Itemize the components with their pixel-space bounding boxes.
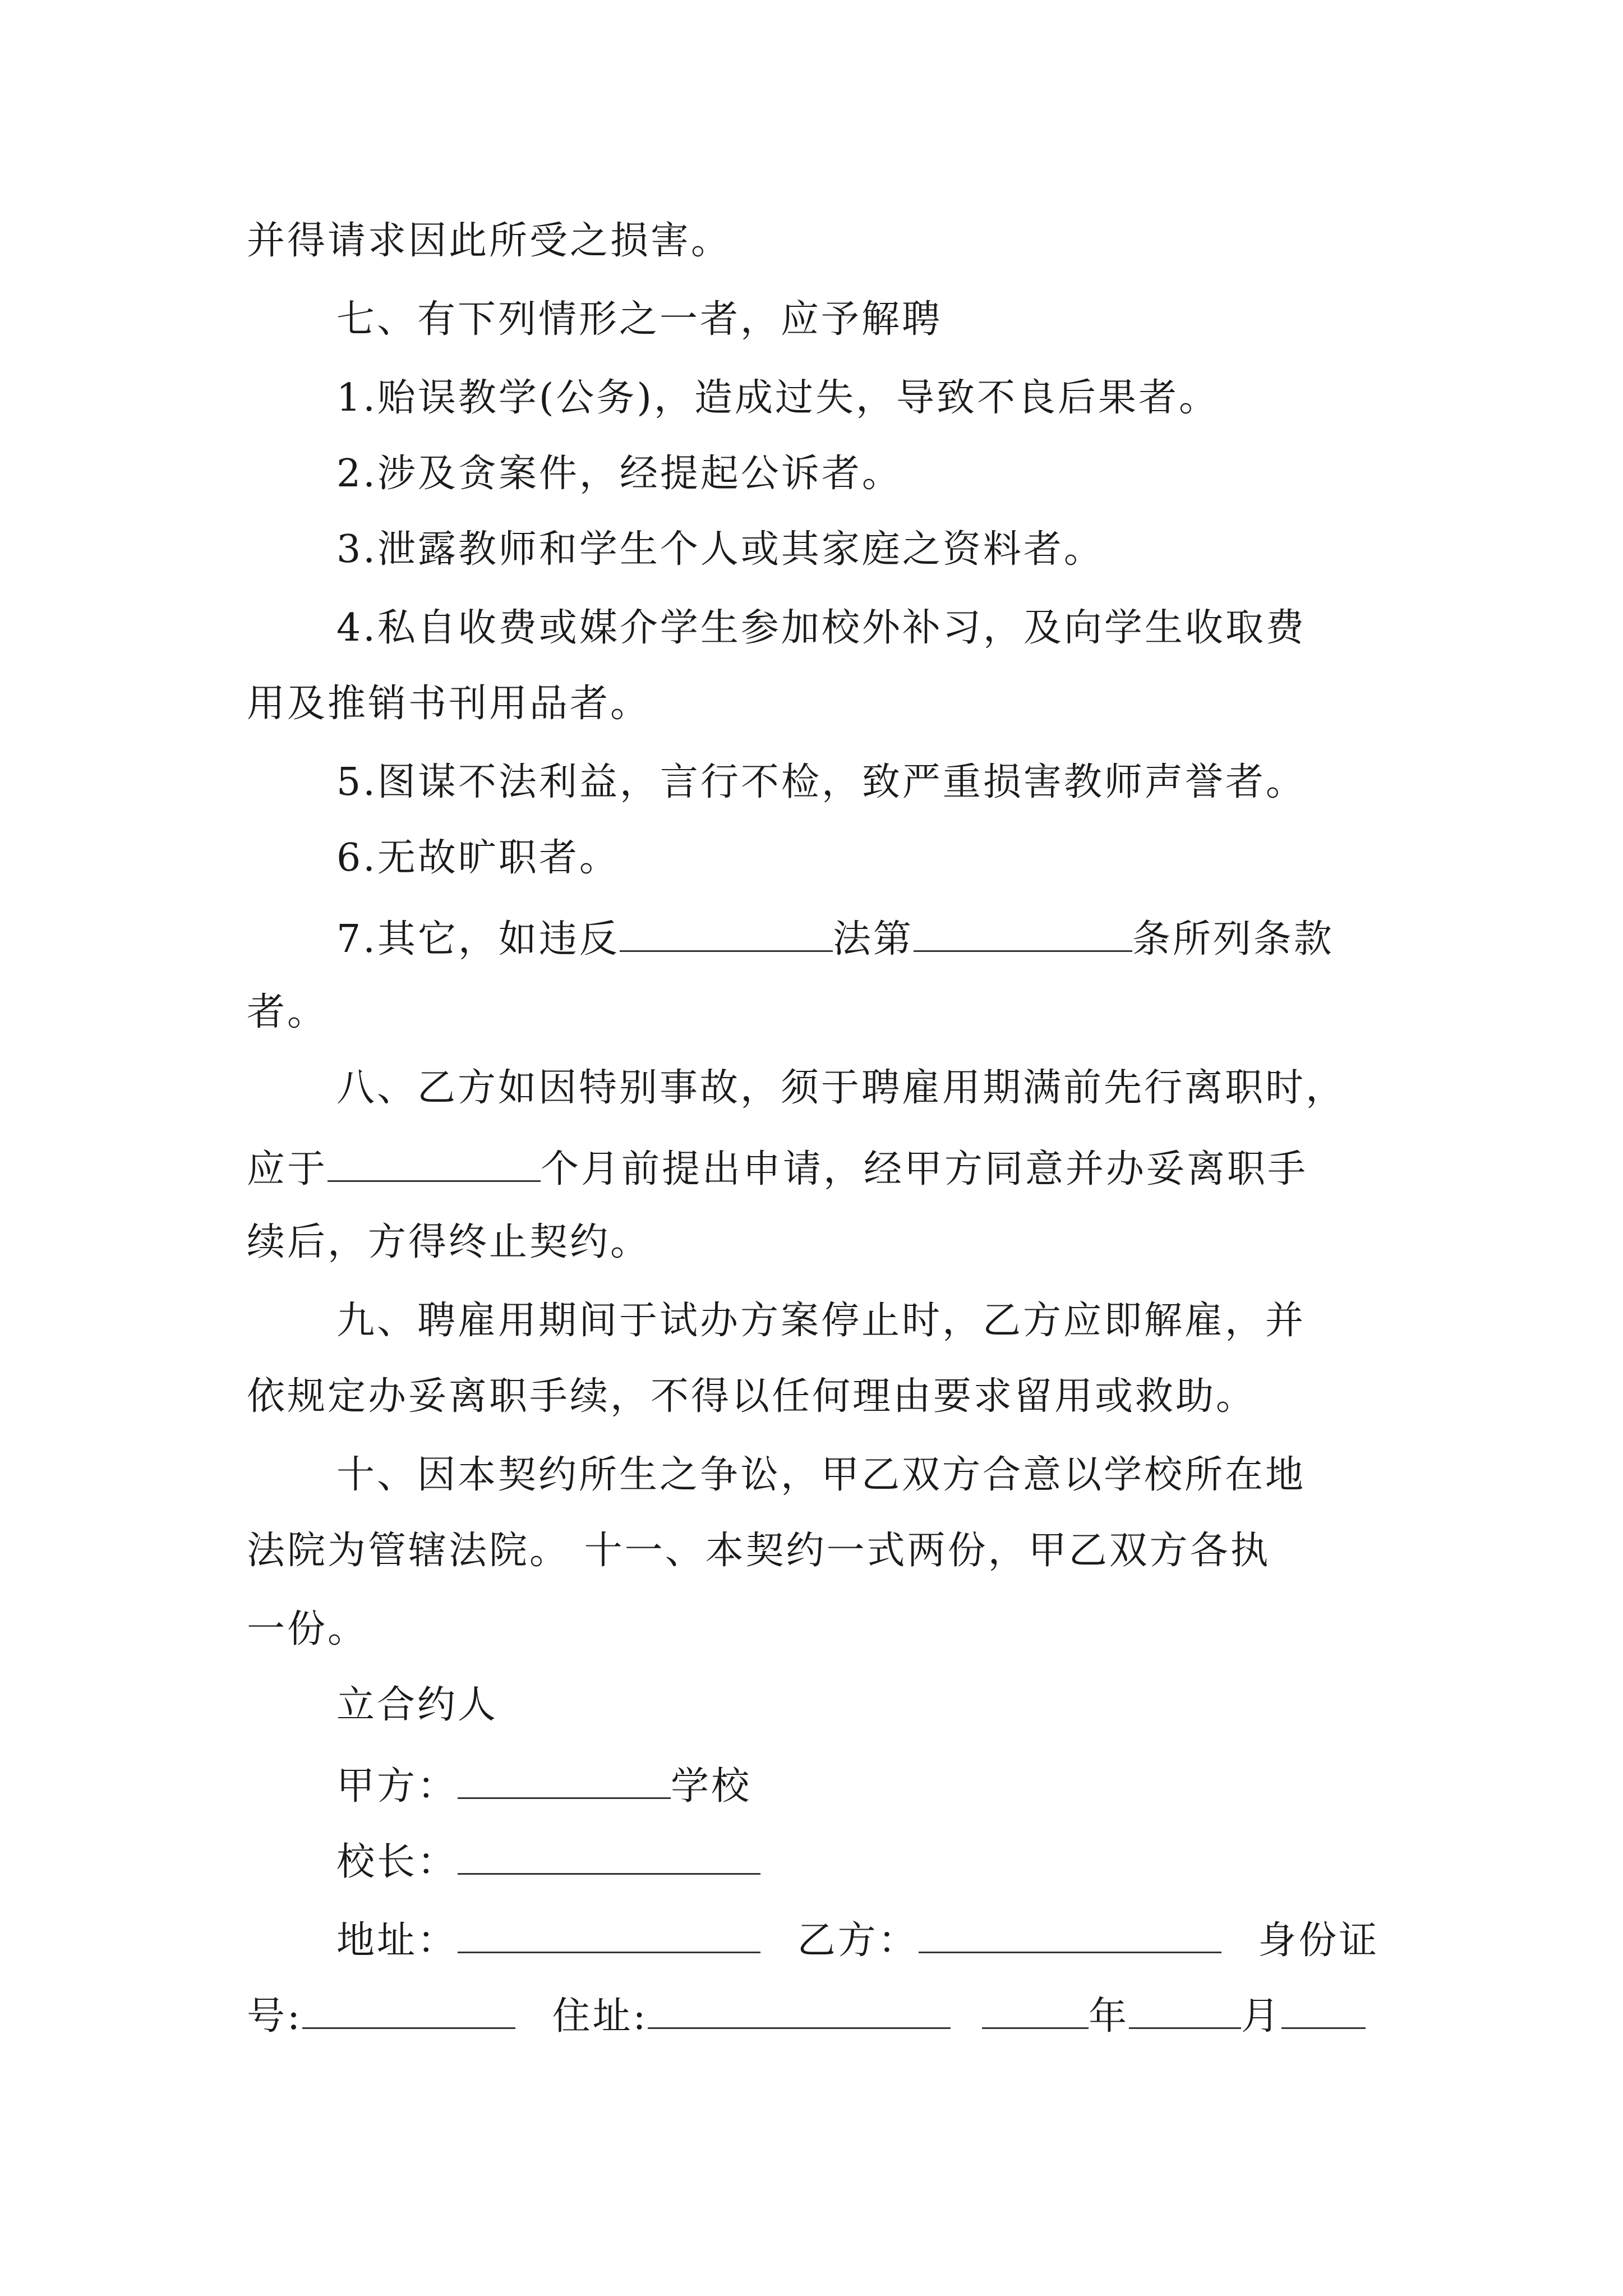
- paragraph-line: [247, 1607, 368, 1652]
- id-number-blank[interactable]: [302, 1991, 515, 2029]
- paragraph-line: [247, 1220, 651, 1265]
- text-span: 九、聘雇用期间于试办方案停止时，乙方应即解雇，并: [336, 1299, 1306, 1343]
- text-span: 用及推销书刊用品者。: [247, 682, 651, 726]
- paragraph-line: [247, 1374, 1256, 1419]
- text-span: 2.涉及贪案件，经提起公诉者。: [336, 452, 902, 496]
- text-span: 应于: [247, 1147, 328, 1191]
- text-span: 十、因本契约所生之争讼，甲乙双方合意以学校所在地: [336, 1453, 1306, 1497]
- list-item-3: [336, 527, 1104, 572]
- list-item-2: [336, 452, 902, 496]
- year-blank[interactable]: [982, 1991, 1089, 2029]
- text-span: 6.无故旷职者。: [336, 836, 620, 880]
- section-heading-10: [336, 1453, 1306, 1498]
- text-span: 续后，方得终止契约。: [247, 1220, 651, 1264]
- text-span: 条所列条款: [1132, 917, 1334, 961]
- paragraph-line: [247, 990, 328, 1035]
- text-span: 法院为管辖法院。 十一、本契约一式两份，甲乙双方各执: [247, 1529, 1271, 1573]
- text-span: 者。: [247, 990, 328, 1034]
- text-span: 校长：: [336, 1840, 458, 1884]
- signatories-heading: [336, 1683, 498, 1728]
- fill-in-blank[interactable]: [620, 914, 833, 952]
- section-heading-7: [336, 297, 942, 342]
- day-blank[interactable]: [1281, 1991, 1366, 2029]
- text-span: 乙方：: [797, 1918, 919, 1963]
- text-span: 依规定办妥离职手续，不得以任何理由要求留用或救助。: [247, 1374, 1257, 1419]
- principal-blank[interactable]: [458, 1837, 760, 1875]
- fill-in-blank[interactable]: [914, 914, 1132, 952]
- text-span: 法第: [832, 917, 914, 961]
- text-span: 年: [1089, 1994, 1129, 2039]
- text-span: 立合约人: [336, 1683, 499, 1727]
- text-span: 甲方：: [336, 1764, 458, 1809]
- text-span: 3.泄露教师和学生个人或其家庭之资料者。: [336, 527, 1104, 572]
- month-blank[interactable]: [1129, 1991, 1241, 2029]
- id-address-date-line: [247, 1991, 1366, 2039]
- party-b-blank[interactable]: [919, 1916, 1221, 1953]
- section-heading-9: [336, 1299, 1306, 1343]
- fill-in-blank[interactable]: [328, 1144, 541, 1182]
- school-name-blank[interactable]: [458, 1761, 671, 1799]
- list-item-7: [336, 914, 1334, 962]
- principal-line: [336, 1837, 760, 1885]
- text-span: 八、乙方如因特别事故，须于聘雇用期满前先行离职时，: [336, 1066, 1347, 1110]
- paragraph-line: [247, 1144, 1308, 1192]
- list-item-4: [336, 606, 1306, 651]
- text-span: 一份。: [247, 1607, 368, 1651]
- text-span: 个月前提出申请，经甲方同意并办妥离职手: [541, 1147, 1308, 1191]
- list-item-5: [336, 760, 1306, 805]
- party-a-line: [336, 1761, 751, 1809]
- text-span: 住址:: [552, 1994, 648, 2039]
- text-span: 1.贻误教学(公务)，造成过失，导致不良后果者。: [336, 376, 1219, 420]
- text-span: 学校: [671, 1764, 752, 1809]
- text-span: 月: [1241, 1994, 1282, 2039]
- text-span: 号:: [247, 1994, 302, 2039]
- address-blank[interactable]: [458, 1916, 760, 1953]
- residence-blank[interactable]: [648, 1991, 951, 2029]
- text-span: 地址：: [336, 1918, 458, 1963]
- paragraph-line: [247, 219, 731, 264]
- text-span: 并得请求因此所受之损害。: [247, 219, 732, 263]
- list-item-6: [336, 836, 620, 881]
- paragraph-line: [247, 1529, 1271, 1573]
- text-span: 5.图谋不法利益，言行不检，致严重损害教师声誉者。: [336, 760, 1306, 804]
- section-heading-8: [336, 1066, 1346, 1111]
- text-span: 4.私自收费或媒介学生参加校外补习，及向学生收取费: [336, 606, 1306, 650]
- text-span: 七、有下列情形之一者，应予解聘: [336, 297, 943, 342]
- list-item-1: [336, 376, 1219, 421]
- address-line: [336, 1916, 1379, 1963]
- paragraph-line: [247, 682, 651, 726]
- text-span: 身份证: [1258, 1918, 1380, 1963]
- text-span: 7.其它，如违反: [336, 917, 620, 961]
